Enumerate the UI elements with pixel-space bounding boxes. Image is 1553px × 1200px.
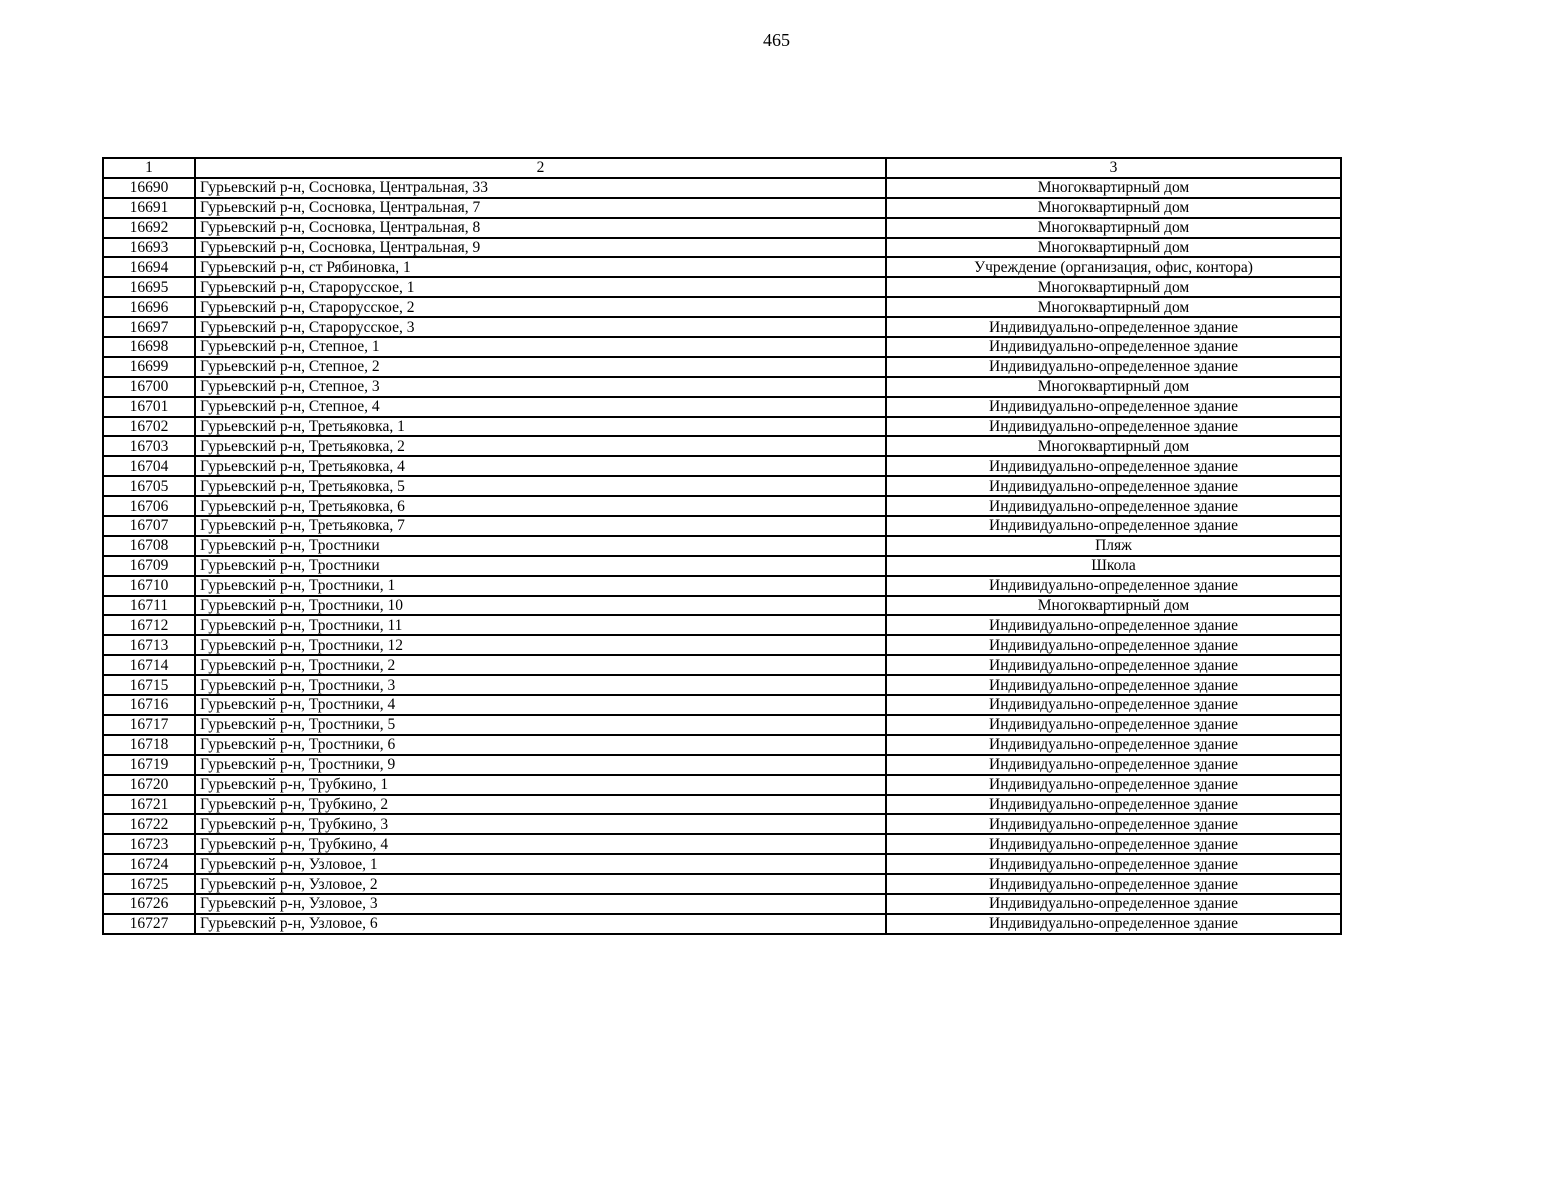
address-cell: Гурьевский р-н, Степное, 3 — [195, 377, 886, 397]
object-type-cell: Индивидуально-определенное здание — [886, 615, 1341, 635]
object-type-cell: Индивидуально-определенное здание — [886, 357, 1341, 377]
table-row — [103, 655, 1341, 675]
row-number-cell: 16710 — [103, 576, 195, 596]
object-type-cell: Индивидуально-определенное здание — [886, 775, 1341, 795]
address-cell: Гурьевский р-н, Третьяковка, 7 — [195, 516, 886, 536]
row-number-cell: 16695 — [103, 277, 195, 297]
table-row — [103, 854, 1341, 874]
address-cell: Гурьевский р-н, Сосновка, Центральная, 8 — [195, 218, 886, 238]
table-row — [103, 615, 1341, 635]
row-number-cell: 16727 — [103, 914, 195, 934]
object-type-cell: Индивидуально-определенное здание — [886, 317, 1341, 337]
address-cell: Гурьевский р-н, ст Рябиновка, 1 — [195, 257, 886, 277]
column-header-3: 3 — [886, 158, 1341, 178]
address-cell: Гурьевский р-н, Сосновка, Центральная, 9 — [195, 238, 886, 258]
object-type-cell: Индивидуально-определенное здание — [886, 516, 1341, 536]
table-row — [103, 218, 1341, 238]
row-number-cell: 16709 — [103, 556, 195, 576]
table-row — [103, 695, 1341, 715]
address-cell: Гурьевский р-н, Трубкино, 3 — [195, 814, 886, 834]
object-type-cell: Индивидуально-определенное здание — [886, 874, 1341, 894]
row-number-cell: 16702 — [103, 417, 195, 437]
table-row — [103, 536, 1341, 556]
object-type-cell: Индивидуально-определенное здание — [886, 576, 1341, 596]
object-type-cell: Многоквартирный дом — [886, 377, 1341, 397]
table-row — [103, 874, 1341, 894]
row-number-cell: 16717 — [103, 715, 195, 735]
object-type-cell: Индивидуально-определенное здание — [886, 795, 1341, 815]
row-number-cell: 16711 — [103, 596, 195, 616]
table-row — [103, 417, 1341, 437]
table-row — [103, 814, 1341, 834]
table-row — [103, 436, 1341, 456]
address-cell: Гурьевский р-н, Узловое, 3 — [195, 894, 886, 914]
address-cell: Гурьевский р-н, Тростники — [195, 536, 886, 556]
object-type-cell: Индивидуально-определенное здание — [886, 476, 1341, 496]
column-header-2: 2 — [195, 158, 886, 178]
address-cell: Гурьевский р-н, Третьяковка, 1 — [195, 417, 886, 437]
address-cell: Гурьевский р-н, Тростники, 11 — [195, 615, 886, 635]
row-number-cell: 16726 — [103, 894, 195, 914]
address-cell: Гурьевский р-н, Старорусское, 3 — [195, 317, 886, 337]
address-cell: Гурьевский р-н, Трубкино, 1 — [195, 775, 886, 795]
table-row — [103, 715, 1341, 735]
table-row — [103, 317, 1341, 337]
address-cell: Гурьевский р-н, Третьяковка, 5 — [195, 476, 886, 496]
address-cell: Гурьевский р-н, Трубкино, 2 — [195, 795, 886, 815]
object-type-cell: Индивидуально-определенное здание — [886, 496, 1341, 516]
table-row — [103, 795, 1341, 815]
address-cell: Гурьевский р-н, Узловое, 2 — [195, 874, 886, 894]
row-number-cell: 16723 — [103, 834, 195, 854]
table-row — [103, 894, 1341, 914]
address-cell: Гурьевский р-н, Узловое, 1 — [195, 854, 886, 874]
table-row — [103, 198, 1341, 218]
row-number-cell: 16722 — [103, 814, 195, 834]
row-number-cell: 16707 — [103, 516, 195, 536]
row-number-cell: 16701 — [103, 397, 195, 417]
row-number-cell: 16716 — [103, 695, 195, 715]
address-cell: Гурьевский р-н, Степное, 2 — [195, 357, 886, 377]
row-number-cell: 16706 — [103, 496, 195, 516]
object-type-cell: Индивидуально-определенное здание — [886, 456, 1341, 476]
table-row — [103, 257, 1341, 277]
table-row — [103, 397, 1341, 417]
object-type-cell: Индивидуально-определенное здание — [886, 337, 1341, 357]
object-type-cell: Многоквартирный дом — [886, 218, 1341, 238]
row-number-cell: 16691 — [103, 198, 195, 218]
row-number-cell: 16713 — [103, 635, 195, 655]
object-type-cell: Многоквартирный дом — [886, 596, 1341, 616]
table-row — [103, 456, 1341, 476]
row-number-cell: 16697 — [103, 317, 195, 337]
row-number-cell: 16700 — [103, 377, 195, 397]
row-number-cell: 16725 — [103, 874, 195, 894]
row-number-cell: 16698 — [103, 337, 195, 357]
object-type-cell: Индивидуально-определенное здание — [886, 814, 1341, 834]
row-number-cell: 16696 — [103, 297, 195, 317]
row-number-cell: 16693 — [103, 238, 195, 258]
object-type-cell: Индивидуально-определенное здание — [886, 755, 1341, 775]
address-cell: Гурьевский р-н, Сосновка, Центральная, 7 — [195, 198, 886, 218]
object-type-cell: Многоквартирный дом — [886, 198, 1341, 218]
object-type-cell: Индивидуально-определенное здание — [886, 417, 1341, 437]
object-type-cell: Многоквартирный дом — [886, 178, 1341, 198]
table-row — [103, 775, 1341, 795]
address-cell: Гурьевский р-н, Тростники, 3 — [195, 675, 886, 695]
row-number-cell: 16694 — [103, 257, 195, 277]
row-number-cell: 16721 — [103, 795, 195, 815]
address-cell: Гурьевский р-н, Старорусское, 1 — [195, 277, 886, 297]
table-row — [103, 596, 1341, 616]
table-row — [103, 377, 1341, 397]
row-number-cell: 16699 — [103, 357, 195, 377]
address-cell: Гурьевский р-н, Степное, 4 — [195, 397, 886, 417]
table-header-row — [103, 158, 1341, 178]
row-number-cell: 16704 — [103, 456, 195, 476]
object-type-cell: Индивидуально-определенное здание — [886, 397, 1341, 417]
row-number-cell: 16724 — [103, 854, 195, 874]
row-number-cell: 16690 — [103, 178, 195, 198]
address-cell: Гурьевский р-н, Старорусское, 2 — [195, 297, 886, 317]
row-number-cell: 16692 — [103, 218, 195, 238]
object-type-cell: Учреждение (организация, офис, контора) — [886, 257, 1341, 277]
row-number-cell: 16703 — [103, 436, 195, 456]
register-table — [102, 157, 1342, 935]
object-type-cell: Индивидуально-определенное здание — [886, 655, 1341, 675]
object-type-cell: Индивидуально-определенное здание — [886, 854, 1341, 874]
address-cell: Гурьевский р-н, Третьяковка, 2 — [195, 436, 886, 456]
row-number-cell: 16714 — [103, 655, 195, 675]
address-cell: Гурьевский р-н, Тростники, 12 — [195, 635, 886, 655]
address-cell: Гурьевский р-н, Узловое, 6 — [195, 914, 886, 934]
page-number: 465 — [763, 30, 790, 50]
row-number-cell: 16718 — [103, 735, 195, 755]
object-type-cell: Индивидуально-определенное здание — [886, 695, 1341, 715]
object-type-cell: Индивидуально-определенное здание — [886, 894, 1341, 914]
address-cell: Гурьевский р-н, Тростники, 1 — [195, 576, 886, 596]
table-row — [103, 357, 1341, 377]
table-row — [103, 476, 1341, 496]
table-row — [103, 834, 1341, 854]
table-row — [103, 337, 1341, 357]
table-row — [103, 914, 1341, 934]
table-row — [103, 277, 1341, 297]
row-number-cell: 16719 — [103, 755, 195, 775]
address-cell: Гурьевский р-н, Тростники, 5 — [195, 715, 886, 735]
table-row — [103, 755, 1341, 775]
object-type-cell: Многоквартирный дом — [886, 238, 1341, 258]
row-number-cell: 16708 — [103, 536, 195, 556]
row-number-cell: 16705 — [103, 476, 195, 496]
table-row — [103, 576, 1341, 596]
table-row — [103, 297, 1341, 317]
address-cell: Гурьевский р-н, Тростники, 9 — [195, 755, 886, 775]
address-cell: Гурьевский р-н, Третьяковка, 6 — [195, 496, 886, 516]
object-type-cell: Индивидуально-определенное здание — [886, 675, 1341, 695]
address-cell: Гурьевский р-н, Степное, 1 — [195, 337, 886, 357]
table-row — [103, 496, 1341, 516]
column-header-1: 1 — [103, 158, 195, 178]
address-cell: Гурьевский р-н, Тростники, 6 — [195, 735, 886, 755]
object-type-cell: Индивидуально-определенное здание — [886, 735, 1341, 755]
object-type-cell: Школа — [886, 556, 1341, 576]
object-type-cell: Индивидуально-определенное здание — [886, 635, 1341, 655]
object-type-cell: Многоквартирный дом — [886, 297, 1341, 317]
table-body — [103, 158, 1341, 934]
row-number-cell: 16715 — [103, 675, 195, 695]
row-number-cell: 16712 — [103, 615, 195, 635]
table-row — [103, 675, 1341, 695]
object-type-cell: Многоквартирный дом — [886, 436, 1341, 456]
object-type-cell: Индивидуально-определенное здание — [886, 834, 1341, 854]
object-type-cell: Индивидуально-определенное здание — [886, 914, 1341, 934]
table-row — [103, 178, 1341, 198]
address-cell: Гурьевский р-н, Тростники, 4 — [195, 695, 886, 715]
table-row — [103, 735, 1341, 755]
object-type-cell: Индивидуально-определенное здание — [886, 715, 1341, 735]
table-row — [103, 516, 1341, 536]
table-row — [103, 238, 1341, 258]
address-cell: Гурьевский р-н, Сосновка, Центральная, 33 — [195, 178, 886, 198]
table-row — [103, 635, 1341, 655]
address-cell: Гурьевский р-н, Тростники, 10 — [195, 596, 886, 616]
object-type-cell: Многоквартирный дом — [886, 277, 1341, 297]
address-cell: Гурьевский р-н, Тростники, 2 — [195, 655, 886, 675]
row-number-cell: 16720 — [103, 775, 195, 795]
address-cell: Гурьевский р-н, Трубкино, 4 — [195, 834, 886, 854]
address-cell: Гурьевский р-н, Тростники — [195, 556, 886, 576]
table-row — [103, 556, 1341, 576]
object-type-cell: Пляж — [886, 536, 1341, 556]
address-cell: Гурьевский р-н, Третьяковка, 4 — [195, 456, 886, 476]
